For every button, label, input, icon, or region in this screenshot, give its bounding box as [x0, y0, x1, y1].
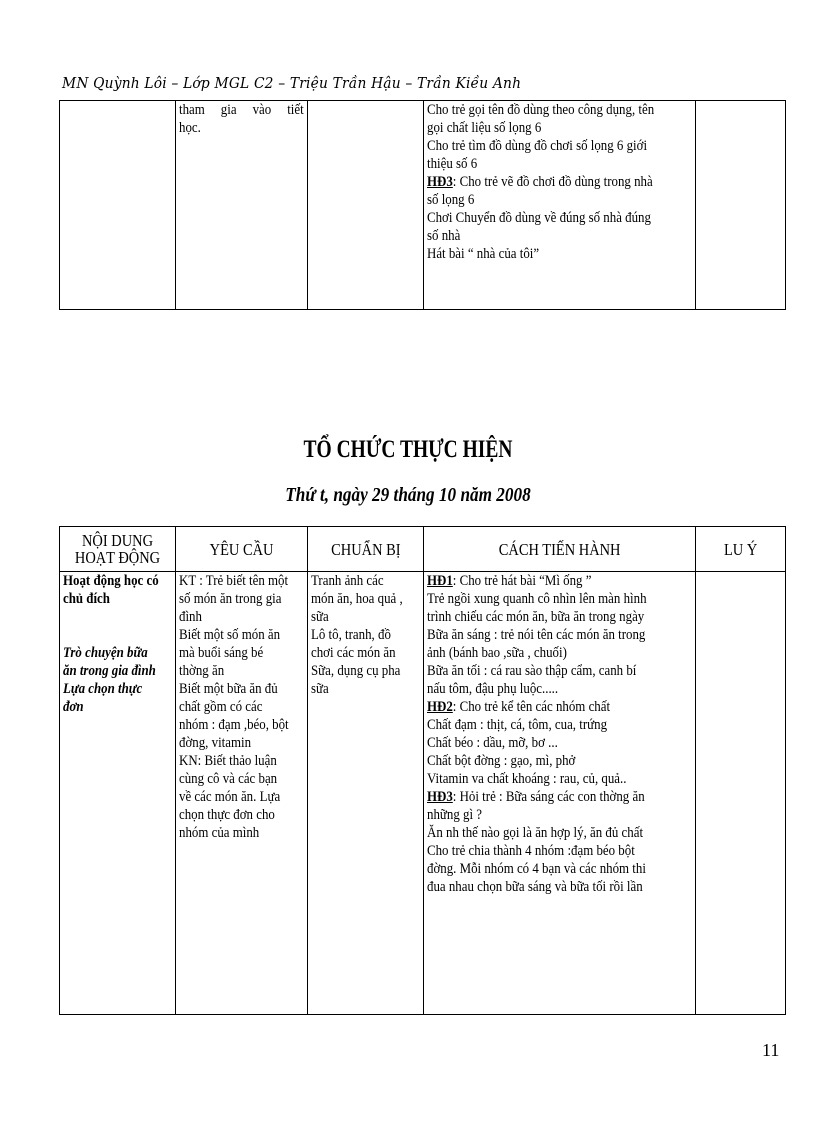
- activity-label: HĐ2: [427, 699, 453, 715]
- text-line: những gì ?: [427, 807, 483, 823]
- text-line: HĐ2: Cho trẻ kể tên các nhóm chất: [427, 699, 611, 715]
- text-line: thờng ăn: [179, 663, 225, 679]
- chuan-bi-cell: [308, 572, 424, 1015]
- top-cach-tien-hanh-cell: [424, 101, 696, 310]
- cach-tien-hanh-cell: [424, 572, 696, 1015]
- top-continuation-table: [59, 100, 786, 310]
- cach-tien-hanh-text: [427, 572, 691, 896]
- text-line: đơn: [63, 699, 84, 715]
- text-line: số nhà: [427, 228, 461, 244]
- top-cach-tien-hanh-text: [427, 101, 691, 263]
- noi-dung-text: [63, 572, 172, 716]
- text-line: HĐ3: Hỏi trẻ : Bữa sáng các con thờng ăn: [427, 789, 645, 805]
- text-line: Biết một bữa ăn đủ: [179, 681, 278, 697]
- activity-label: HĐ3: [427, 174, 453, 190]
- text-line: đờng. Mỗi nhóm có 4 bạn và các nhóm thi: [427, 861, 646, 877]
- text-line: mà buổi sáng bé: [179, 645, 264, 661]
- text-line: sữa: [311, 681, 329, 697]
- text-line: chất gồm có các: [179, 699, 263, 715]
- spacer: [63, 608, 172, 626]
- table-header-row: [60, 527, 786, 572]
- yeu-cau-cell: [176, 572, 308, 1015]
- top-noi-dung-cell: [60, 101, 176, 310]
- text-line: học.: [179, 120, 201, 136]
- yeu-cau-text: [179, 572, 304, 842]
- activity-table: [59, 526, 786, 1015]
- header-chuan-bi: CHUẨN BỊ: [308, 527, 424, 572]
- header-noi-dung: NỘI DUNG HOẠT ĐỘNG: [60, 527, 176, 572]
- text-line: Chơi Chuyển đồ dùng về đúng số nhà đúng: [427, 210, 651, 226]
- text-line: KT : Trẻ biết tên một: [179, 573, 289, 589]
- text-line: ảnh (bánh bao ,sữa , chuối): [427, 645, 567, 661]
- text-line: Lựa chọn thực: [63, 681, 143, 697]
- text-line: Cho trẻ gọi tên đồ dùng theo công dụng, tên: [427, 102, 655, 118]
- text-line: nhóm của mình: [179, 825, 260, 841]
- header-yeu-cau: YÊU CẦU: [176, 527, 308, 572]
- top-yeu-cau-cell: [176, 101, 308, 310]
- text-line: HĐ1: Cho trẻ hát bài “Mì ống ”: [427, 573, 592, 589]
- text-line: Tranh ảnh các: [311, 573, 384, 589]
- header-luu-y: LU Ý: [696, 527, 786, 572]
- text-line: nấu tôm, đậu phụ luộc.....: [427, 681, 559, 697]
- chuan-bi-text: [311, 572, 420, 698]
- text-line: sữa: [311, 609, 329, 625]
- text-line: về các món ăn. Lựa: [179, 789, 281, 805]
- text-line: Chất đạm : thịt, cá, tôm, cua, trứng: [427, 717, 608, 733]
- text-line: số món ăn trong gia: [179, 591, 282, 607]
- text-line: đờng, vitamin: [179, 735, 252, 751]
- text-line: Vitamin va chất khoáng : rau, củ, quả..: [427, 771, 627, 787]
- page-header: MN Quỳnh Lôi – Lớp MGL C2 – Triệu Trần Hậu – Trần Kiều Anh: [62, 74, 522, 92]
- text-line: Chất bột đờng : gạo, mì, phở: [427, 753, 576, 769]
- text-line: Hát bài “ nhà của tôi”: [427, 246, 540, 262]
- top-luu-y-cell: [696, 101, 786, 310]
- text-line: chơi các món ăn: [311, 645, 396, 661]
- text-line: Cho trẻ chia thành 4 nhóm :đạm béo bột: [427, 843, 635, 859]
- text-line: Ăn nh thế nào gọi là ăn hợp lý, ăn đủ chất: [427, 825, 644, 841]
- text-line: thiệu số 6: [427, 156, 478, 172]
- top-chuan-bi-cell: [308, 101, 424, 310]
- luu-y-cell: [696, 572, 786, 1015]
- text-line: Trẻ ngồi xung quanh cô nhìn lên màn hình: [427, 591, 647, 607]
- text-line: Bữa ăn sáng : trẻ nói tên các món ăn trong: [427, 627, 646, 643]
- text-line: KN: Biết thảo luận: [179, 753, 277, 769]
- text-line: gọi chất liệu số lọng 6: [427, 120, 542, 136]
- text-line: Chất béo : dầu, mỡ, bơ ...: [427, 735, 558, 751]
- table-row: [60, 101, 786, 310]
- text-line: HĐ3: Cho trẻ vẽ đồ chơi đồ dùng trong nhà: [427, 174, 653, 190]
- spacer: [63, 626, 172, 644]
- top-yeu-cau-text: [179, 101, 304, 137]
- text-line: số lọng 6: [427, 192, 475, 208]
- text-line: Hoạt động học có: [63, 573, 159, 589]
- text-line: ăn trong gia đình: [63, 663, 156, 679]
- text-line: cùng cô và các bạn: [179, 771, 278, 787]
- activity-label: HĐ3: [427, 789, 453, 805]
- text-line: Lô tô, tranh, đồ: [311, 627, 391, 643]
- table-row: [60, 572, 786, 1015]
- header-cach-tien-hanh: CÁCH TIẾN HÀNH: [424, 527, 696, 572]
- text-line: Cho trẻ tìm đồ dùng đồ chơi số lọng 6 giới: [427, 138, 648, 154]
- text-line: chủ đích: [63, 591, 110, 607]
- text-line: nhóm : đạm ,béo, bột: [179, 717, 289, 733]
- section-date: Thứ t, ngày 29 tháng 10 năm 2008: [285, 484, 531, 506]
- text-line: Biết một số món ăn: [179, 627, 281, 643]
- page-number: 11: [762, 1040, 780, 1060]
- text-line: Bữa ăn tối : cá rau sào thập cẩm, canh bí: [427, 663, 637, 679]
- section-title: TỔ CHỨC THỰC HIỆN: [303, 436, 513, 463]
- text-line: món ăn, hoa quả ,: [311, 591, 403, 607]
- text-line: tham gia vào tiết: [179, 102, 304, 118]
- text-line: đua nhau chọn bữa sáng và bữa tối rồi lần: [427, 879, 643, 895]
- text-line: Trò chuyện bữa: [63, 645, 148, 661]
- text-line: trình chiếu các món ăn, bữa ăn trong ngày: [427, 609, 645, 625]
- noi-dung-cell: [60, 572, 176, 1015]
- text-line: chọn thực đơn cho: [179, 807, 275, 823]
- activity-label: HĐ1: [427, 573, 453, 589]
- text-line: đình: [179, 609, 202, 625]
- text-line: Sữa, dụng cụ pha: [311, 663, 401, 679]
